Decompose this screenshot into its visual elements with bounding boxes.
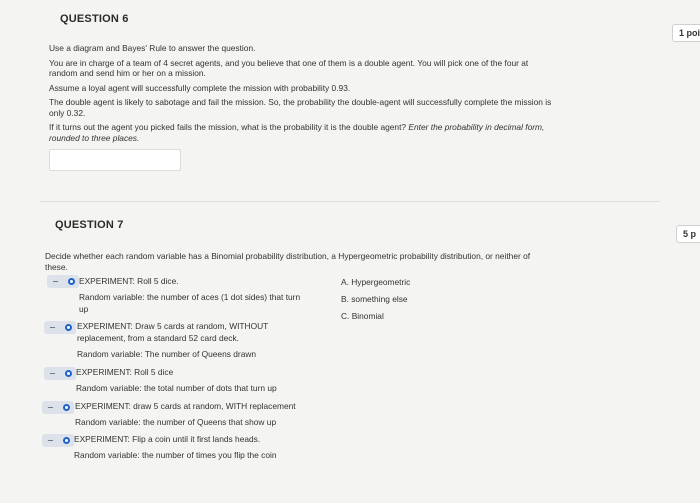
q7-item-5-select[interactable]: [42, 434, 74, 447]
q7-item-5-variable: Random variable: the number of times you flip the coin: [74, 450, 277, 460]
empty-selection-icon: [50, 373, 55, 374]
q6-text-line: You are in charge of a team of 4 secret agents, and you believe that one of them is a double agent. You will pick one of the four at: [49, 57, 529, 68]
q7-item-1-variable: Random variable: the number of aces (1 dot sides) that turn: [79, 292, 301, 302]
q6-format-hint: Enter the probability in decimal form,: [408, 122, 545, 132]
question-7-intro: [45, 251, 645, 272]
empty-selection-icon: [53, 281, 58, 282]
dropdown-arrow-icon: [63, 437, 70, 444]
q6-question-text: If it turns out the agent you picked fails the mission, what is the probability it is the double agent?: [49, 122, 407, 132]
q7-item-5-text: [74, 433, 277, 461]
q7-item-1-experiment: EXPERIMENT: Roll 5 dice.: [79, 276, 179, 286]
q7-item-4-select[interactable]: [42, 401, 74, 414]
q7-item-2-variable: Random variable: The number of Queens drawn: [77, 349, 257, 359]
question-7-title: QUESTION 7: [55, 219, 124, 231]
question-6-body: [49, 43, 639, 143]
q7-item-3-experiment: EXPERIMENT: Roll 5 dice: [76, 367, 174, 377]
question-6-points-badge: 1 poi: [672, 24, 700, 42]
q7-item-4-experiment: EXPERIMENT: draw 5 cards at random, WITH replacement: [75, 401, 296, 411]
q6-text-line: only 0.32.: [49, 107, 86, 118]
q6-instruction: Use a diagram and Bayes' Rule to answer the question.: [49, 43, 256, 53]
q6-answer-input[interactable]: [49, 149, 181, 171]
empty-selection-icon: [50, 327, 55, 328]
q7-item-4-text: [75, 400, 296, 428]
choice-c: C. Binomial: [341, 311, 384, 321]
dropdown-arrow-icon: [65, 370, 72, 377]
q7-item-4-variable: Random variable: the number of Queens that show up: [75, 417, 277, 427]
empty-selection-icon: [48, 407, 53, 408]
q7-item-3-text: [76, 366, 277, 394]
choice-b: B. something else: [341, 294, 408, 304]
q7-intro-line: these.: [45, 261, 68, 272]
question-6-title: QUESTION 6: [60, 13, 129, 25]
q6-text-line: random and send him or her on a mission.: [49, 68, 206, 78]
q6-question: [49, 122, 639, 133]
section-divider: [40, 201, 660, 202]
dropdown-arrow-icon: [65, 324, 72, 331]
q7-item-2-experiment: EXPERIMENT: Draw 5 cards at random, WITHOUT: [77, 321, 269, 331]
dropdown-arrow-icon: [68, 278, 75, 285]
q7-item-3-select[interactable]: [44, 367, 76, 380]
q7-item-2-select[interactable]: [44, 321, 76, 334]
q6-text-line: The double agent is likely to sabotage and fail the mission. So, the probability the double-agent will successfully complete the mission is: [49, 97, 552, 107]
q6-format-hint-cont: rounded to three places.: [49, 132, 140, 143]
q7-intro-line: Decide whether each random variable has a Binomial probability distribution, a Hypergeometric probability distribution, or neither of: [45, 251, 531, 261]
empty-selection-icon: [48, 440, 53, 441]
q7-item-1-variable-cont: up: [79, 304, 89, 314]
dropdown-arrow-icon: [63, 404, 70, 411]
choice-a: A. Hypergeometric: [341, 277, 411, 287]
q7-item-3-variable: Random variable: the total number of dots that turn up: [76, 383, 277, 393]
q7-item-2-experiment-cont: replacement, from a standard 52 card deck.: [77, 333, 239, 343]
q7-item-1-select[interactable]: [47, 275, 79, 288]
q7-item-2-text: [77, 320, 268, 360]
question-7-points-badge: 5 p: [676, 225, 700, 243]
q7-item-1-text: [79, 275, 300, 315]
q7-item-5-experiment: EXPERIMENT: Flip a coin until it first lands heads.: [74, 434, 261, 444]
q6-text-line: Assume a loyal agent will successfully complete the mission with probability 0.93.: [49, 82, 351, 93]
